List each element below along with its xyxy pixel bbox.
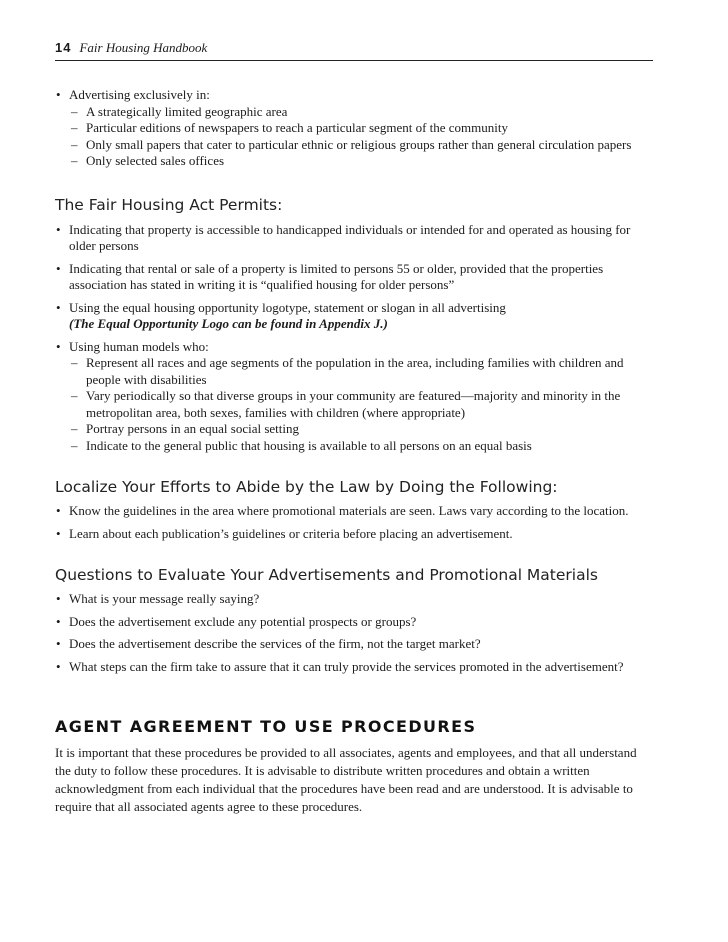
- sub-list-item: – Particular editions of newspapers to reach a particular segment of the community: [55, 120, 653, 137]
- sub-list-item: – Vary periodically so that diverse groups in your community are featured—majority and minority in the metropolitan area, both sexes, families with children (where appropriate): [55, 388, 653, 421]
- permits-list: [55, 222, 653, 455]
- questions-list: [55, 591, 653, 675]
- sub-list-item: – Only selected sales offices: [55, 153, 653, 170]
- advertising-list: [55, 87, 653, 170]
- sub-list: [55, 355, 653, 454]
- localize-heading: Localize Your Efforts to Abide by the Law by Doing the Following:: [55, 478, 558, 496]
- agreement-heading: AGENT AGREEMENT TO USE PROCEDURES: [55, 717, 477, 736]
- list-item: [55, 503, 653, 520]
- list-item: [55, 526, 653, 543]
- list-item: [55, 636, 653, 653]
- list-item: [55, 659, 653, 676]
- localize-list: [55, 503, 653, 542]
- list-item-text: What is your message really saying?: [69, 591, 260, 606]
- agreement-paragraph: It is important that these procedures be provided to all associates, agents and employees, and that all understand the duty to follow these procedures. It is advisable to distribute written procedures and obtain a written acknowledgment from each individual that the procedures have been read and are understood. It is advisable to require that all associated agents agree to these procedures.: [55, 745, 637, 814]
- sub-list: [55, 104, 653, 170]
- running-title: Fair Housing Handbook: [79, 40, 208, 55]
- list-item-text: What steps can the firm take to assure that it can truly provide the services promoted in the advertisement?: [69, 658, 624, 674]
- list-item-text: Does the advertisement exclude any potential prospects or groups?: [69, 613, 417, 629]
- list-item-text: Indicating that property is accessible to handicapped individuals or intended for and operated as housing for older persons: [69, 221, 631, 253]
- document-page: [55, 40, 653, 816]
- list-item-text: Using the equal housing opportunity logotype, statement or slogan in all advertising: [69, 299, 506, 315]
- list-item-text: Using human models who:: [69, 338, 209, 354]
- running-header: [55, 40, 653, 61]
- list-item: [55, 339, 653, 356]
- list-item-text: Indicating that rental or sale of a property is limited to persons 55 or older, provided that the properties association has stated in writing it is “qualified housing for older persons”: [69, 260, 604, 292]
- list-item-text: Know the guidelines in the area where promotional materials are seen. Laws vary according to the location.: [69, 503, 629, 518]
- page-number: 14: [55, 40, 72, 55]
- list-item: [55, 591, 653, 608]
- list-item-text: Advertising exclusively in:: [69, 87, 210, 102]
- list-item: [55, 222, 653, 255]
- questions-heading: Questions to Evaluate Your Advertisements and Promotional Materials: [55, 566, 598, 584]
- list-item: [55, 87, 653, 104]
- list-item: [55, 261, 653, 294]
- sub-list-item: – Only small papers that cater to particular ethnic or religious groups rather than general circulation papers: [55, 137, 653, 154]
- list-item: [55, 614, 653, 631]
- list-item-text: Learn about each publication’s guidelines or criteria before placing an advertisement.: [69, 525, 513, 541]
- sub-list-item: – Portray persons in an equal social setting: [55, 421, 653, 438]
- sub-list-item: – Represent all races and age segments of the population in the area, including families with children and people with disabilities: [55, 355, 653, 388]
- appendix-note: (The Equal Opportunity Logo can be found in Appendix J.): [69, 316, 388, 331]
- sub-list-item: – A strategically limited geographic area: [55, 104, 653, 121]
- permits-heading: The Fair Housing Act Permits:: [55, 195, 283, 214]
- list-item-text: Does the advertisement describe the services of the firm, not the target market?: [69, 636, 481, 651]
- list-item: [55, 300, 653, 333]
- sub-list-item: – Indicate to the general public that housing is available to all persons on an equal basis: [55, 438, 653, 455]
